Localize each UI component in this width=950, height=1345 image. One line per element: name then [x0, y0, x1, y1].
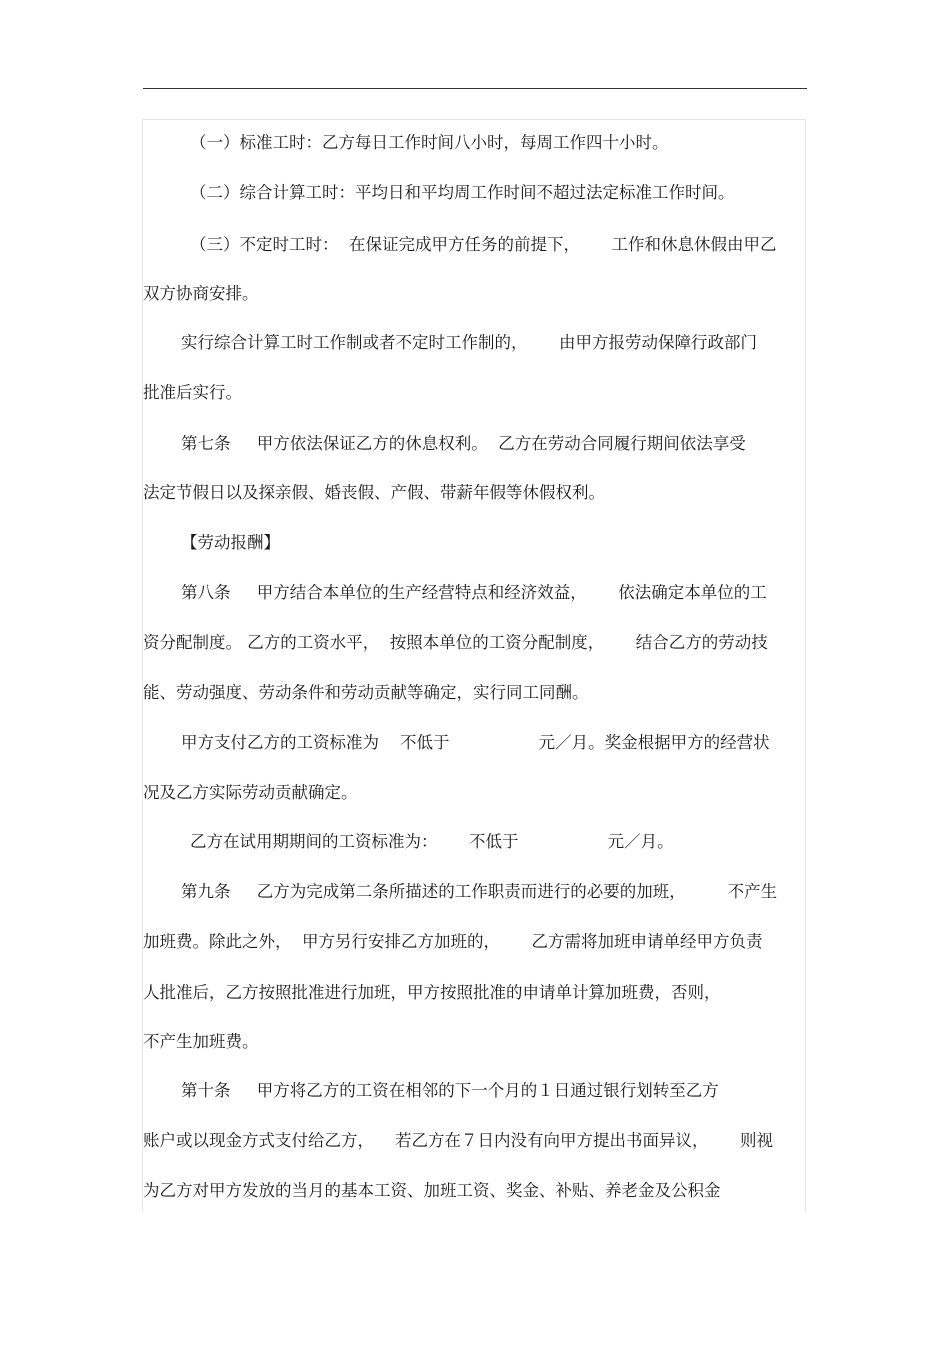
text-line-20: 第十条 甲方将乙方的工资在相邻的下一个月的１日通过银行划转至乙方 [181, 1081, 719, 1100]
text-line-18: 人批准后，乙方按照批准进行加班，甲方按照批准的申请单计算加班费，否则， [143, 983, 721, 1002]
section-heading-labor-pay: 【劳动报酬】 [181, 533, 280, 552]
text-line-13: 甲方支付乙方的工资标准为 不低于 元／月。奖金根据甲方的经营状 [181, 733, 770, 752]
text-line-6: 批准后实行。 [143, 383, 242, 402]
text-line-8: 法定节假日以及探亲假、婚丧假、产假、带薪年假等休假权利。 [143, 483, 605, 502]
header-rule [143, 88, 807, 89]
text-line-5: 实行综合计算工时工作制或者不定时工作制的， 由甲方报劳动保障行政部门 [181, 333, 757, 352]
text-line-10: 第八条 甲方结合本单位的生产经营特点和经济效益， 依法确定本单位的工 [181, 583, 767, 602]
text-line-12: 能、劳动强度、劳动条件和劳动贡献等确定，实行同工同酬。 [143, 683, 589, 702]
text-line-7: 第七条 甲方依法保证乙方的休息权利。 乙方在劳动合同履行期间依法享受 [181, 434, 746, 453]
text-line-3: （三）不定时工时： 在保证完成甲方任务的前提下， 工作和休息休假由甲乙 [190, 235, 777, 254]
text-line-4: 双方协商安排。 [143, 284, 259, 303]
text-line-21: 账户或以现金方式支付给乙方， 若乙方在７日内没有向甲方提出书面异议， 则视 [143, 1131, 773, 1150]
text-line-19: 不产生加班费。 [143, 1032, 259, 1051]
text-line-11: 资分配制度。 乙方的工资水平， 按照本单位的工资分配制度， 结合乙方的劳动技 [143, 633, 768, 652]
text-line-16: 第九条 乙方为完成第二条所描述的工作职责而进行的必要的加班， 不产生 [181, 882, 778, 901]
text-line-22: 为乙方对甲方发放的当月的基本工资、加班工资、奖金、补贴、养老金及公积金 [143, 1181, 721, 1200]
text-line-15: 乙方在试用期期间的工资标准为： 不低于 元／月。 [190, 832, 674, 851]
text-line-2: （二）综合计算工时：平均日和平均周工作时间不超过法定标准工作时间。 [190, 183, 735, 202]
text-line-1: （一）标准工时：乙方每日工作时间八小时，每周工作四十小时。 [190, 133, 669, 152]
text-line-14: 况及乙方实际劳动贡献确定。 [143, 783, 358, 802]
text-line-17: 加班费。除此之外， 甲方另行安排乙方加班的， 乙方需将加班申请单经甲方负责 [143, 932, 763, 951]
